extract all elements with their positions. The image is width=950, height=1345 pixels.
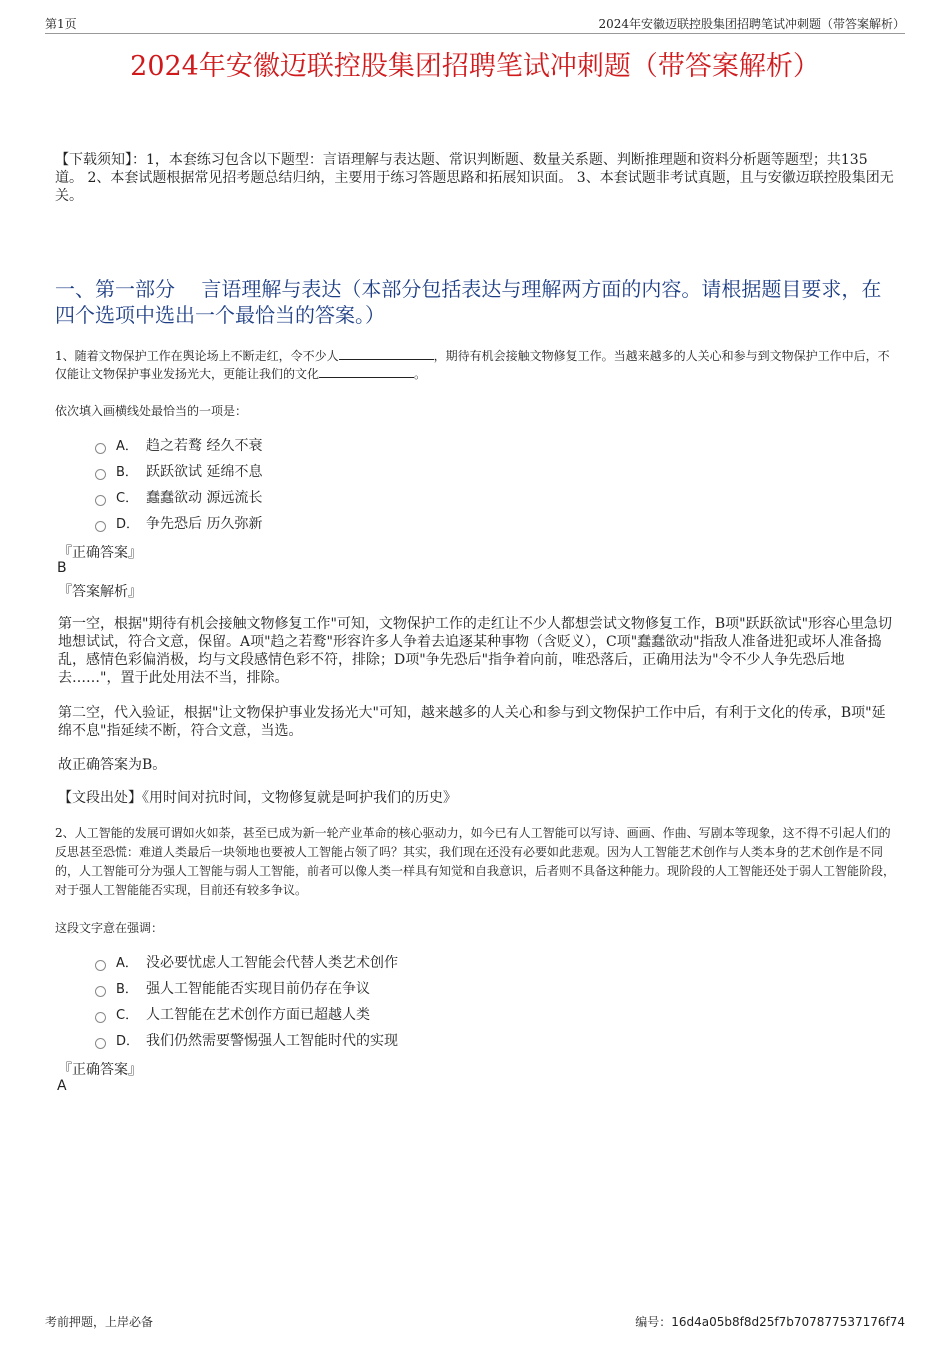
option-c[interactable]: C． 蠢蠢欲动 源远流长	[95, 485, 262, 511]
download-notice: 【下载须知】：1，本套练习包含以下题型：言语理解与表达题、常识判断题、数量关系题、判断推理题和资料分析题等题型；共135道。 2、本套试题根据常见招考题总结归纳，主要用于练习答题思路和拓展知识面。 3、本套试题非考试真题，且与安徽迈联控股集团无关。	[55, 152, 894, 204]
analysis-label: 『答案解析』	[58, 584, 142, 600]
page-footer	[45, 1313, 905, 1330]
blank-1	[339, 347, 434, 360]
radio-icon[interactable]	[95, 469, 106, 480]
passage-source: 【文段出处】《用时间对抗时间，文物修复就是呵护我们的历史》	[58, 790, 457, 806]
option-d[interactable]: D． 争先恐后 历久弥新	[95, 511, 262, 537]
option-b[interactable]: B． 跃跃欲试 延绵不息	[95, 459, 262, 485]
radio-icon[interactable]	[95, 495, 106, 506]
analysis-paragraph-2: 第二空，代入验证，根据"让文物保护事业发扬光大"可知，越来越多的人关心和参与到文物保护工作中后，有利于文化的传承，B项"延绵不息"指延续不断，符合文意，当选。	[58, 705, 886, 739]
header-doc-title: 2024年安徽迈联控股集团招聘笔试冲刺题（带答案解析）	[598, 17, 905, 31]
page-number: 第1页	[45, 17, 77, 31]
page-title: 2024年安徽迈联控股集团招聘笔试冲刺题（带答案解析）	[130, 51, 820, 82]
option-b[interactable]: B． 强人工智能能否实现目前仍存在争议	[95, 976, 398, 1002]
question-2-prompt: 这段文字意在强调：	[55, 921, 164, 935]
blank-2	[319, 365, 414, 378]
radio-icon[interactable]	[95, 1012, 106, 1023]
radio-icon[interactable]	[95, 986, 106, 997]
answer-label: 『正确答案』	[58, 1062, 142, 1078]
option-c[interactable]: C． 人工智能在艺术创作方面已超越人类	[95, 1002, 398, 1028]
option-a[interactable]: A． 没必要忧虑人工智能会代替人类艺术创作	[95, 950, 398, 976]
option-a[interactable]: A． 趋之若鹜 经久不衰	[95, 433, 262, 459]
answer-value: A	[57, 1078, 67, 1094]
document-code: 编号：16d4a05b8f8d25f7b707877537176f74	[635, 1315, 905, 1329]
question-2-stem: 2、人工智能的发展可谓如火如荼，甚至已成为新一轮产业革命的核心驱动力，如今已有人工智能可以写诗、画画、作曲、写剧本等现象，这不得不引起人们的反思甚至恐慌：难道人类最后一块领地也要被人工智能占领了吗？其实，我们现在还没有必要如此悲观。因为人工智能艺术创作与人类本身的艺术创作是不同的，人工智能可分为强人工智能与弱人工智能，前者可以像人类一样具有知觉和自我意识，后者则不具备这种能力。现阶段的人工智能还处于弱人工智能阶段，对于强人工智能能否实现，目前还有较多争议。	[55, 826, 896, 897]
analysis-paragraph-1: 第一空，根据"期待有机会接触文物修复工作"可知，文物保护工作的走红让不少人都想尝试文物修复工作，B项"跃跃欲试"形容心里急切地想试试，符合文意，保留。A项"趋之若鹜"形容许多人争着去追逐某种事物（含贬义），C项"蠢蠢欲动"指敌人准备进犯或坏人准备捣乱，感情色彩偏消极，均与文段感情色彩不符，排除；D项"争先恐后"指争着向前，唯恐落后，正确用法为"令不少人争先恐后地去……"，置于此处用法不当，排除。	[58, 616, 893, 686]
question-1-stem: 1、随着文物保护工作在舆论场上不断走红，令不少人 ，期待有机会接触文物修复工作。当越来越多的人关心和参与到文物保护工作中后，不仅能让文物保护事业发扬光大，更能让我们的文化 。	[55, 349, 890, 381]
question-2-options	[95, 950, 398, 1054]
radio-icon[interactable]	[95, 521, 106, 532]
question-1-prompt: 依次填入画横线处最恰当的一项是：	[55, 404, 248, 418]
page-header	[45, 15, 905, 34]
analysis-conclusion: 故正确答案为B。	[58, 757, 167, 773]
radio-icon[interactable]	[95, 443, 106, 454]
question-1-options	[95, 433, 262, 537]
radio-icon[interactable]	[95, 1038, 106, 1049]
section-title: 一、第一部分 言语理解与表达（本部分包括表达与理解两方面的内容。请根据题目要求，在四个选项中选出一个最恰当的答案。）	[55, 277, 882, 327]
radio-icon[interactable]	[95, 960, 106, 971]
option-d[interactable]: D． 我们仍然需要警惕强人工智能时代的实现	[95, 1028, 398, 1054]
footer-slogan: 考前押题，上岸必备	[45, 1315, 154, 1329]
answer-label: 『正确答案』	[58, 545, 142, 561]
answer-value: B	[57, 560, 67, 576]
